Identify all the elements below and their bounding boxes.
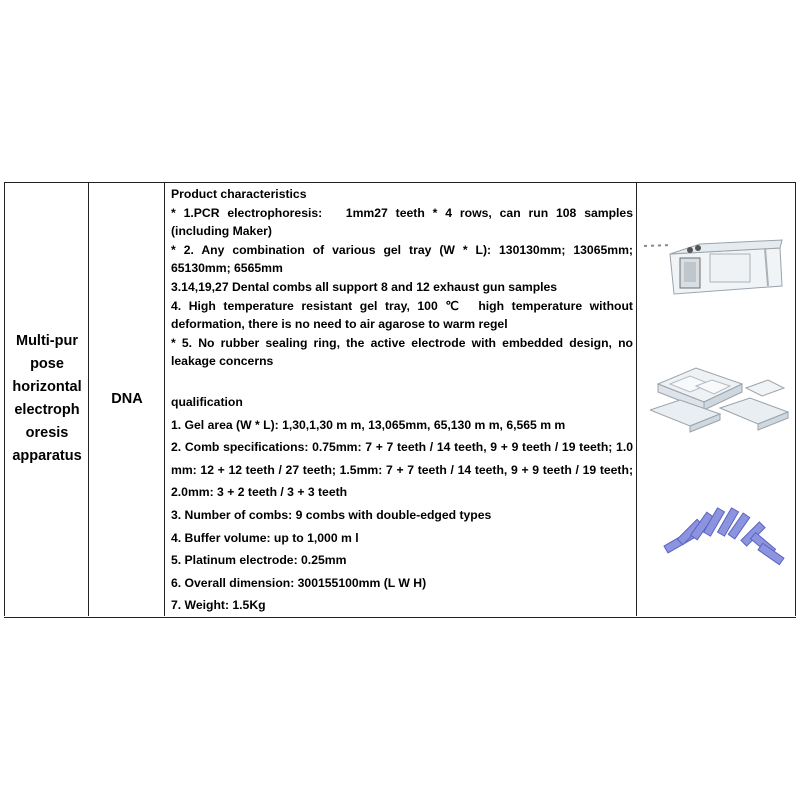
electrophoresis-tank-image (640, 234, 794, 304)
qualification-item: 3. Number of combs: 9 combs with double-edged types (171, 507, 492, 522)
characteristics-heading: Product characteristics (171, 187, 307, 201)
description-cell (171, 185, 633, 617)
qualification-item: 5. Platinum electrode: 0.25mm (171, 553, 347, 568)
qualification-item: 6. Overall dimension: 300155100mm (L W H) (171, 575, 427, 590)
column-divider-2 (164, 182, 165, 616)
table-border-left (4, 182, 5, 616)
characteristic-item: 4. High temperature resistant gel tray, 100 ℃ high temperature without deformation, there is no need to air agarose to warm regel (171, 298, 633, 332)
characteristic-item: * 2. Any combination of various gel tray (W * L): 130130mm; 13065mm; 65130mm; 6565mm (171, 242, 633, 276)
gel-trays-image (650, 354, 790, 444)
characteristic-item: 3.14,19,27 Dental combs all support 8 and 12 exhaust gun samples (171, 279, 558, 294)
product-images-cell (640, 184, 794, 614)
qualification-item: 4. Buffer volume: up to 1,000 m l (171, 530, 359, 545)
characteristic-item: * 5. No rubber sealing ring, the active electrode with embedded design, no leakage concerns (171, 335, 633, 369)
category-cell (90, 184, 164, 614)
table-border-right (795, 182, 796, 616)
qualification-item: 2. Comb specifications: 0.75mm: 7 + 7 teeth / 14 teeth, 9 + 9 teeth / 19 teeth; 1.0 mm: 12 + 12 teeth / 27 teeth; 1.5mm: 7 + 7 teeth / 14 teeth, 9 + 9 teeth / 19 teeth; 2.0mm: 3 + 2 teeth / 3 + 3 teeth (171, 440, 633, 500)
category-label: DNA (111, 390, 143, 407)
combs-image (660, 504, 790, 574)
product-name-line: oresis (25, 425, 69, 441)
product-name-cell (6, 184, 88, 614)
product-name-line: pose (30, 356, 64, 372)
characteristic-item: * 1.PCR electrophoresis: 1mm27 teeth * 4 rows, can run 108 samples (including Maker) (171, 205, 633, 239)
qualification-item: 1. Gel area (W * L): 1,30,1,30 m m, 13,065mm, 65,130 m m, 6,565 m m (171, 417, 566, 432)
column-divider-1 (88, 182, 89, 616)
product-name-line: apparatus (12, 448, 82, 464)
product-name-line: horizontal (12, 379, 82, 395)
product-name-line: Multi-pur (15, 333, 78, 349)
qualification-heading: qualification (171, 394, 243, 409)
product-name-line: electroph (14, 402, 80, 418)
qualification-item: 7. Weight: 1.5Kg (171, 598, 266, 613)
column-divider-3 (636, 182, 637, 616)
